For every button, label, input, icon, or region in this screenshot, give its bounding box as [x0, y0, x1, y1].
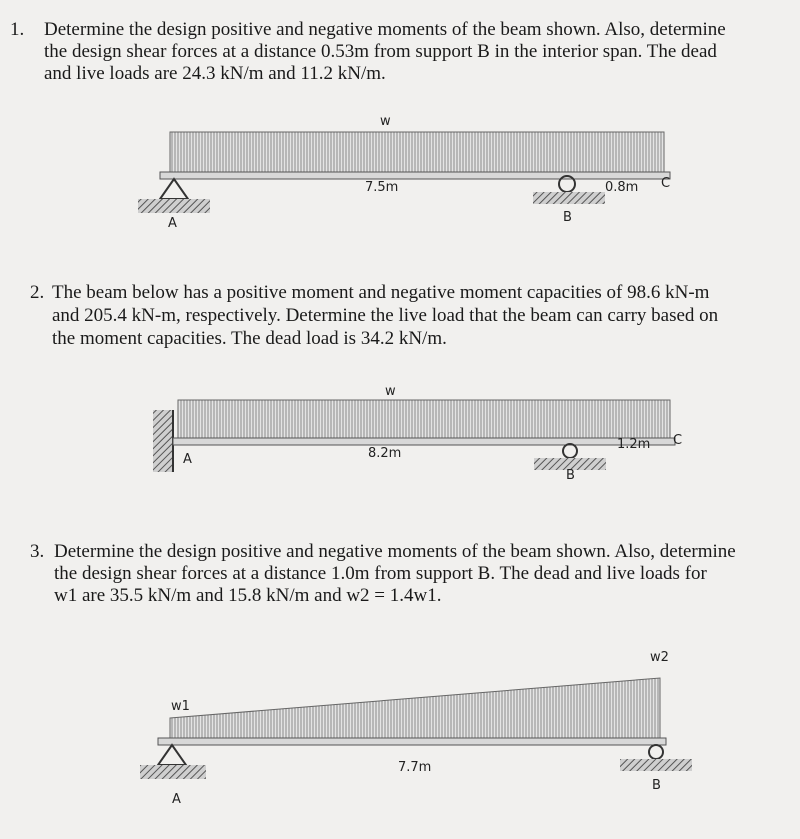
load-label-w1: w1: [171, 699, 190, 714]
span-label: 8.2m: [368, 446, 402, 461]
ground-a: [138, 199, 210, 213]
ground-a: [140, 765, 206, 779]
figure-2: [153, 400, 675, 472]
label-a: A: [168, 216, 177, 231]
load-label-w2: w2: [650, 650, 669, 665]
roller-support-b: [563, 444, 577, 458]
problem-line: The beam below has a positive moment and negative moment capacities of 98.6 kN-m: [52, 282, 710, 303]
distributed-load: [170, 132, 664, 172]
pin-support-a: [160, 179, 188, 199]
overhang-label: 1.2m: [617, 437, 651, 452]
pin-support-a: [158, 745, 186, 765]
span-label: 7.7m: [398, 760, 432, 775]
problem-line: Determine the design positive and negative moments of the beam shown. Also, determine: [44, 19, 726, 40]
beam: [158, 738, 666, 745]
ground-b: [533, 192, 605, 204]
problem-line: w1 are 35.5 kN/m and 15.8 kN/m and w2 = 1.4w1.: [54, 585, 442, 606]
label-c: C: [661, 176, 671, 191]
problem-number: 3.: [30, 541, 45, 562]
problem-line: the design shear forces at a distance 0.53m from support B in the interior span. The dead: [44, 41, 717, 62]
problem-line: and live loads are 24.3 kN/m and 11.2 kN/m.: [44, 63, 386, 84]
ground-b: [620, 759, 692, 771]
load-label-w: w: [380, 114, 391, 129]
problem-line: the design shear forces at a distance 1.0m from support B. The dead and live loads for: [54, 563, 707, 584]
span-label: 7.5m: [365, 180, 399, 195]
beam: [173, 438, 675, 445]
label-b: B: [563, 210, 572, 225]
label-a: A: [183, 452, 192, 467]
overhang-label: 0.8m: [605, 180, 639, 195]
problem-line: the moment capacities. The dead load is 34.2 kN/m.: [52, 328, 447, 349]
problem-number: 2.: [30, 282, 45, 303]
label-c: C: [673, 433, 683, 448]
figure-1: [138, 132, 670, 213]
roller-support-b: [649, 745, 663, 759]
trapezoidal-load: [170, 678, 660, 738]
problem-number: 1.: [10, 19, 25, 40]
beam: [160, 172, 670, 179]
label-b: B: [652, 778, 661, 793]
problem-line: and 205.4 kN-m, respectively. Determine the live load that the beam can carry based on: [52, 305, 719, 326]
distributed-load: [178, 400, 670, 438]
label-a: A: [172, 792, 181, 807]
fixed-wall-a: [153, 410, 173, 472]
problem-line: Determine the design positive and negative moments of the beam shown. Also, determine: [54, 541, 736, 562]
load-label-w: w: [385, 384, 396, 399]
label-b: B: [566, 468, 575, 483]
